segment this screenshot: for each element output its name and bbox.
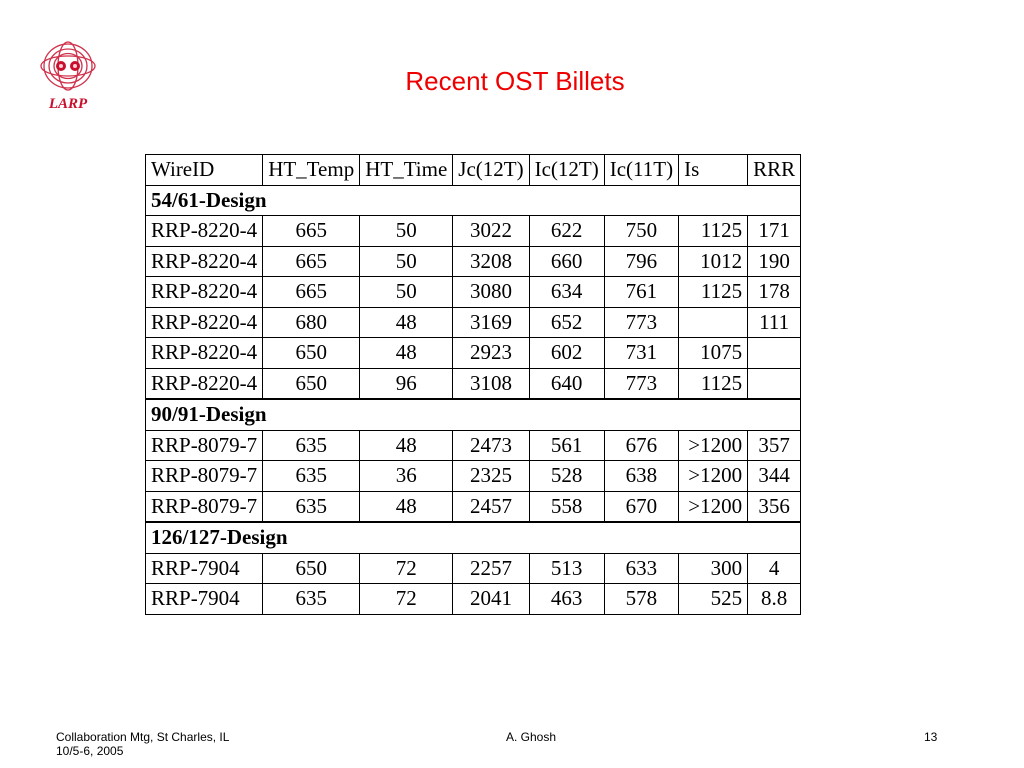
table-cell: 652 bbox=[529, 307, 604, 338]
footer-meeting: Collaboration Mtg, St Charles, IL bbox=[56, 730, 230, 744]
table-cell bbox=[748, 338, 801, 369]
column-header-wireid: WireID bbox=[146, 155, 263, 186]
table-cell: 528 bbox=[529, 461, 604, 492]
table-cell: >1200 bbox=[679, 430, 748, 461]
table-cell: 665 bbox=[263, 246, 360, 277]
table-cell: 2257 bbox=[453, 553, 529, 584]
group-row bbox=[146, 399, 801, 430]
table-cell: 2473 bbox=[453, 430, 529, 461]
group-row bbox=[146, 185, 801, 216]
table-cell: 1125 bbox=[679, 368, 748, 399]
column-header-ht-time: HT_Time bbox=[360, 155, 453, 186]
table-cell: 634 bbox=[529, 277, 604, 308]
table-cell: 3208 bbox=[453, 246, 529, 277]
table-cell: 463 bbox=[529, 584, 604, 615]
logo-text: LARP bbox=[48, 96, 88, 112]
table-cell: 558 bbox=[529, 491, 604, 522]
table-cell: 171 bbox=[748, 216, 801, 247]
table-cell: 665 bbox=[263, 277, 360, 308]
table-cell: RRP-8220-4 bbox=[146, 246, 263, 277]
table-cell: RRP-8220-4 bbox=[146, 277, 263, 308]
table-cell: 3108 bbox=[453, 368, 529, 399]
column-header-ic-11t: Ic(11T) bbox=[604, 155, 678, 186]
table-cell: 635 bbox=[263, 461, 360, 492]
table-cell: 635 bbox=[263, 584, 360, 615]
table-row bbox=[146, 216, 801, 247]
table-cell: 561 bbox=[529, 430, 604, 461]
footer-date: 10/5-6, 2005 bbox=[56, 744, 124, 758]
table-row bbox=[146, 246, 801, 277]
table-cell: 761 bbox=[604, 277, 678, 308]
table-row bbox=[146, 553, 801, 584]
table-cell: 640 bbox=[529, 368, 604, 399]
page-number: 13 bbox=[924, 730, 938, 744]
table-cell: 1125 bbox=[679, 277, 748, 308]
table-cell: 2923 bbox=[453, 338, 529, 369]
table-cell: 635 bbox=[263, 430, 360, 461]
table-cell: 622 bbox=[529, 216, 604, 247]
column-header-jc-12t: Jc(12T) bbox=[453, 155, 529, 186]
table-cell: RRP-8079-7 bbox=[146, 461, 263, 492]
table-cell: 48 bbox=[360, 307, 453, 338]
table-cell: 750 bbox=[604, 216, 678, 247]
table-cell: RRP-8079-7 bbox=[146, 430, 263, 461]
table-cell: 650 bbox=[263, 338, 360, 369]
table-cell: 8.8 bbox=[748, 584, 801, 615]
slide-title: Recent OST Billets bbox=[405, 66, 625, 96]
table-cell: 660 bbox=[529, 246, 604, 277]
table-row bbox=[146, 430, 801, 461]
table-body bbox=[146, 185, 801, 614]
billets-table bbox=[145, 154, 801, 615]
table-cell: 48 bbox=[360, 338, 453, 369]
table-cell: 2041 bbox=[453, 584, 529, 615]
footer-left bbox=[56, 730, 229, 758]
table-cell: 638 bbox=[604, 461, 678, 492]
table-cell: RRP-8220-4 bbox=[146, 307, 263, 338]
table-cell: 676 bbox=[604, 430, 678, 461]
column-header-ic-12t: Ic(12T) bbox=[529, 155, 604, 186]
table-cell: 3169 bbox=[453, 307, 529, 338]
table-cell: 111 bbox=[748, 307, 801, 338]
table-cell: 670 bbox=[604, 491, 678, 522]
table-cell: >1200 bbox=[679, 461, 748, 492]
table-cell: 50 bbox=[360, 246, 453, 277]
table-cell: 796 bbox=[604, 246, 678, 277]
table-cell: 3022 bbox=[453, 216, 529, 247]
column-header-is: Is bbox=[679, 155, 748, 186]
table-cell: 72 bbox=[360, 584, 453, 615]
table-cell: 665 bbox=[263, 216, 360, 247]
table-cell: 300 bbox=[679, 553, 748, 584]
table-cell: RRP-8220-4 bbox=[146, 368, 263, 399]
table-cell: 773 bbox=[604, 368, 678, 399]
table-cell: 1125 bbox=[679, 216, 748, 247]
table-cell: 2325 bbox=[453, 461, 529, 492]
table-cell: 1075 bbox=[679, 338, 748, 369]
table-cell: 650 bbox=[263, 368, 360, 399]
table-cell: 96 bbox=[360, 368, 453, 399]
column-header-rrr: RRR bbox=[748, 155, 801, 186]
table-cell: 578 bbox=[604, 584, 678, 615]
table-cell: 4 bbox=[748, 553, 801, 584]
table-cell: RRP-7904 bbox=[146, 553, 263, 584]
table-row bbox=[146, 307, 801, 338]
table-row bbox=[146, 584, 801, 615]
table-row bbox=[146, 461, 801, 492]
table-cell: RRP-8220-4 bbox=[146, 216, 263, 247]
table-cell: 50 bbox=[360, 216, 453, 247]
table-cell: RRP-8079-7 bbox=[146, 491, 263, 522]
table-cell: RRP-7904 bbox=[146, 584, 263, 615]
table-cell: 650 bbox=[263, 553, 360, 584]
table-cell: >1200 bbox=[679, 491, 748, 522]
table-cell: 633 bbox=[604, 553, 678, 584]
table-cell bbox=[679, 307, 748, 338]
table-cell: 3080 bbox=[453, 277, 529, 308]
table-cell: 72 bbox=[360, 553, 453, 584]
table-cell: 773 bbox=[604, 307, 678, 338]
group-label: 54/61-Design bbox=[146, 185, 801, 216]
table-cell: 635 bbox=[263, 491, 360, 522]
table-cell: 356 bbox=[748, 491, 801, 522]
table-cell: 525 bbox=[679, 584, 748, 615]
table-cell: 2457 bbox=[453, 491, 529, 522]
group-label: 90/91-Design bbox=[146, 399, 801, 430]
table-row bbox=[146, 491, 801, 522]
table-cell: 178 bbox=[748, 277, 801, 308]
table-cell: 513 bbox=[529, 553, 604, 584]
column-header-ht-temp: HT_Temp bbox=[263, 155, 360, 186]
table-row bbox=[146, 277, 801, 308]
table-cell: 1012 bbox=[679, 246, 748, 277]
table-row bbox=[146, 338, 801, 369]
table-cell: 50 bbox=[360, 277, 453, 308]
table-cell: 36 bbox=[360, 461, 453, 492]
table-cell: 357 bbox=[748, 430, 801, 461]
table-row bbox=[146, 368, 801, 399]
table-cell: 680 bbox=[263, 307, 360, 338]
group-row bbox=[146, 522, 801, 553]
table-cell: 48 bbox=[360, 430, 453, 461]
table-cell: 731 bbox=[604, 338, 678, 369]
table-cell: 602 bbox=[529, 338, 604, 369]
table-header-row bbox=[146, 155, 801, 186]
table-cell: 48 bbox=[360, 491, 453, 522]
table-cell: 344 bbox=[748, 461, 801, 492]
group-label: 126/127-Design bbox=[146, 522, 801, 553]
table-cell bbox=[748, 368, 801, 399]
footer-author: A. Ghosh bbox=[506, 730, 557, 744]
table-cell: 190 bbox=[748, 246, 801, 277]
table-cell: RRP-8220-4 bbox=[146, 338, 263, 369]
